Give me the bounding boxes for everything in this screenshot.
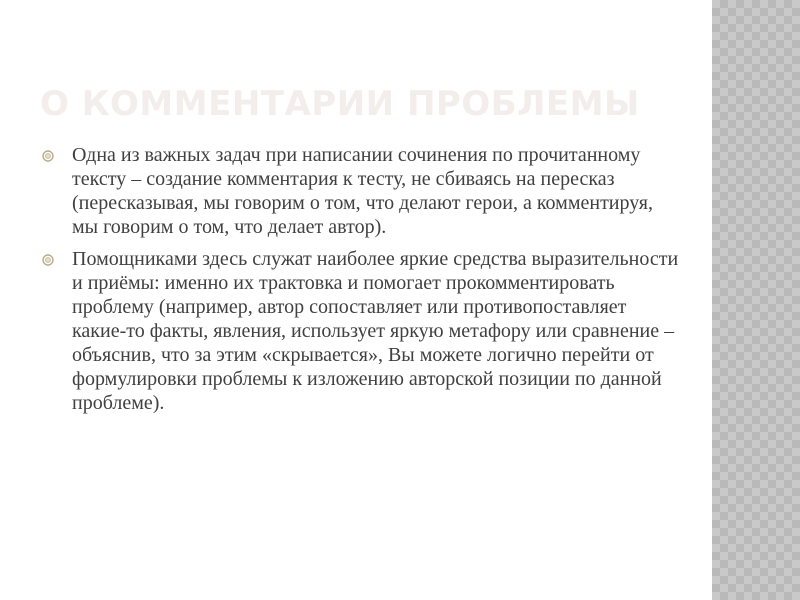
circle-bullet-icon (42, 150, 54, 162)
bullet-item (42, 143, 682, 239)
circle-bullet-icon (42, 254, 54, 266)
bullet-item (42, 247, 682, 415)
bullet-list (42, 143, 682, 423)
bullet-text: Одна из важных задач при написании сочинения по прочитанному тексту – создание комментария к тесту, не сбиваясь на пересказ (пересказывая, мы говорим о том, что делают герои, а комментируя, мы говорим о том, что делает автор). (72, 144, 653, 238)
slide-title: О КОММЕНТАРИИ ПРОБЛЕМЫ (40, 84, 640, 124)
decorative-side-panel (712, 0, 800, 600)
bullet-text: Помощниками здесь служат наиболее яркие средства выразительности и приёмы: именно их трактовка и помогает прокомментировать проблему (например, автор сопоставляет или противопоставляет какие-то факты, явления, использует яркую метафору или сравнение – объяснив, что за этим «скрывается», Вы можете логично перейти от формулировки проблемы к изложению авторской позиции по данной проблеме). (72, 248, 679, 414)
